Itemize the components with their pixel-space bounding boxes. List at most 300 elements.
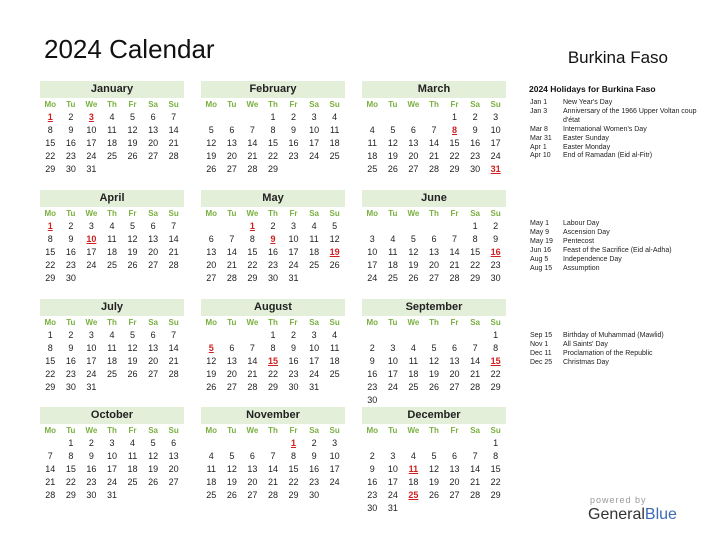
weekday-label: Tu <box>388 318 398 327</box>
day-cell: 16 <box>65 356 76 366</box>
day-cell: 22 <box>490 477 501 487</box>
holiday-name: Birthday of Muhammad (Mawlid) <box>563 332 664 339</box>
weekday-label: Th <box>107 209 117 218</box>
day-cell: 1 <box>68 438 74 448</box>
day-cell <box>222 111 243 124</box>
day-cell: 17 <box>387 369 398 379</box>
day-cell: 29 <box>449 164 460 174</box>
day-cell: 3 <box>493 112 499 122</box>
day-cell: 27 <box>226 382 237 392</box>
day-cell: 30 <box>470 164 481 174</box>
day-cell: 16 <box>288 138 299 148</box>
month-name: February <box>201 81 345 98</box>
week-row <box>362 272 506 285</box>
day-cell: 9 <box>291 125 297 135</box>
day-cell: 5 <box>130 112 136 122</box>
day-cell: 24 <box>387 382 398 392</box>
day-cell <box>444 394 465 407</box>
holiday-date: Apr 10 <box>530 152 551 160</box>
day-cell: 4 <box>109 221 115 231</box>
day-cell: 7 <box>452 234 458 244</box>
day-cell: 30 <box>65 164 76 174</box>
month-name: July <box>40 299 184 316</box>
day-cell: 8 <box>68 451 74 461</box>
weekday-label: Su <box>490 426 501 435</box>
day-cell: 31 <box>86 382 97 392</box>
day-cell: 27 <box>247 490 258 500</box>
holiday-day-cell: 8 <box>452 125 458 135</box>
day-cell: 30 <box>367 503 378 513</box>
holiday-name: Pentecost <box>563 237 595 245</box>
day-cell: 10 <box>329 451 340 461</box>
weekday-label: Sa <box>148 209 158 218</box>
week-row <box>362 259 506 272</box>
day-cell: 8 <box>493 451 499 461</box>
weekday-label: We <box>407 209 420 218</box>
day-cell: 8 <box>270 125 276 135</box>
day-cell <box>143 381 164 394</box>
holiday-name: Labour Day <box>563 220 600 227</box>
month-name: May <box>201 190 345 207</box>
month-january <box>40 81 184 176</box>
day-cell: 26 <box>329 260 340 270</box>
day-cell <box>362 220 383 233</box>
day-cell: 26 <box>127 151 138 161</box>
week-row <box>362 163 506 176</box>
day-cell: 29 <box>45 164 56 174</box>
day-cell: 19 <box>428 369 439 379</box>
day-cell: 3 <box>390 343 396 353</box>
day-cell: 21 <box>470 369 481 379</box>
day-cell: 13 <box>148 234 159 244</box>
day-cell: 7 <box>229 234 235 244</box>
weekday-label: We <box>85 209 98 218</box>
day-cell: 25 <box>106 151 117 161</box>
day-cell: 7 <box>171 221 177 231</box>
day-cell: 11 <box>388 247 398 257</box>
day-cell: 23 <box>288 369 299 379</box>
day-cell: 17 <box>309 356 320 366</box>
day-cell: 16 <box>367 477 378 487</box>
day-cell: 6 <box>150 330 156 340</box>
day-cell: 19 <box>226 477 237 487</box>
weekday-header <box>201 207 345 220</box>
week-row <box>40 437 184 450</box>
day-cell: 6 <box>410 125 416 135</box>
day-cell: 12 <box>127 125 138 135</box>
month-may <box>201 190 345 285</box>
week-row <box>362 137 506 150</box>
week-row <box>362 150 506 163</box>
day-cell: 11 <box>107 343 117 353</box>
day-cell: 18 <box>329 356 340 366</box>
day-cell: 27 <box>449 490 460 500</box>
day-cell: 23 <box>267 260 278 270</box>
day-cell: 23 <box>65 151 76 161</box>
holiday-item <box>530 332 705 341</box>
day-cell: 3 <box>109 438 115 448</box>
weekday-label: Fr <box>289 318 298 327</box>
day-cell: 24 <box>288 260 299 270</box>
holiday-item <box>530 359 705 368</box>
day-cell: 28 <box>247 164 258 174</box>
day-cell <box>122 163 143 176</box>
day-cell: 14 <box>226 247 237 257</box>
weekday-label: Tu <box>66 100 76 109</box>
day-cell: 16 <box>470 138 481 148</box>
day-cell <box>324 489 345 502</box>
day-cell <box>122 489 143 502</box>
day-cell <box>444 220 465 233</box>
holiday-day-cell: 11 <box>408 464 419 474</box>
weekday-header <box>362 316 506 329</box>
day-cell: 6 <box>171 438 177 448</box>
day-cell: 11 <box>107 125 117 135</box>
weekday-label: Sa <box>309 426 319 435</box>
day-cell: 22 <box>288 477 299 487</box>
weekday-label: Mo <box>205 318 218 327</box>
day-cell: 31 <box>86 164 97 174</box>
day-cell: 28 <box>470 382 481 392</box>
day-cell: 20 <box>148 138 159 148</box>
day-cell <box>403 329 424 342</box>
month-name: September <box>362 299 506 316</box>
day-cell <box>424 394 445 407</box>
weekday-header <box>40 424 184 437</box>
day-cell: 9 <box>291 343 297 353</box>
day-cell <box>102 381 123 394</box>
day-cell: 5 <box>332 221 338 231</box>
week-row <box>362 355 506 368</box>
day-cell: 9 <box>88 451 94 461</box>
week-row <box>362 342 506 355</box>
day-cell: 23 <box>86 477 97 487</box>
day-cell <box>201 111 222 124</box>
day-cell: 10 <box>309 125 320 135</box>
week-row <box>201 137 345 150</box>
holiday-name: New Year's Day <box>563 99 613 106</box>
day-cell: 2 <box>68 221 74 231</box>
week-row <box>40 355 184 368</box>
day-cell: 21 <box>247 151 258 161</box>
day-cell: 23 <box>470 151 481 161</box>
day-cell: 13 <box>226 356 237 366</box>
day-cell: 2 <box>68 112 74 122</box>
weekday-label: Su <box>329 209 340 218</box>
week-row <box>40 463 184 476</box>
weekday-label: Tu <box>388 100 398 109</box>
day-cell: 4 <box>410 451 416 461</box>
day-cell: 17 <box>309 138 320 148</box>
day-cell: 2 <box>270 221 276 231</box>
day-cell: 20 <box>168 464 179 474</box>
day-cell <box>362 329 383 342</box>
weekday-label: Sa <box>470 426 480 435</box>
day-cell: 7 <box>249 125 255 135</box>
day-cell: 3 <box>311 112 317 122</box>
day-cell: 13 <box>168 451 179 461</box>
week-row <box>201 342 345 355</box>
day-cell: 15 <box>45 356 56 366</box>
week-row <box>201 329 345 342</box>
day-cell: 2 <box>291 112 297 122</box>
day-cell: 29 <box>45 273 56 283</box>
month-name: November <box>201 407 345 424</box>
month-april <box>40 190 184 285</box>
weekday-label: Th <box>107 100 117 109</box>
day-cell: 20 <box>148 247 159 257</box>
day-cell: 11 <box>206 464 216 474</box>
weekday-label: Mo <box>205 426 218 435</box>
holiday-day-cell: 9 <box>270 234 276 244</box>
day-cell <box>403 502 424 515</box>
day-cell: 18 <box>106 356 117 366</box>
day-cell: 8 <box>47 234 53 244</box>
day-cell: 17 <box>387 477 398 487</box>
day-cell: 9 <box>68 343 74 353</box>
weekday-label: Su <box>329 426 340 435</box>
day-cell <box>222 437 243 450</box>
day-cell: 17 <box>86 247 97 257</box>
day-cell: 6 <box>150 221 156 231</box>
day-cell: 19 <box>127 356 138 366</box>
day-cell: 15 <box>45 138 56 148</box>
day-cell: 22 <box>65 477 76 487</box>
day-cell: 18 <box>106 138 117 148</box>
day-cell: 28 <box>267 490 278 500</box>
day-cell: 12 <box>226 464 237 474</box>
holiday-name: End of Ramadan (Eid al-Fitr) <box>563 152 653 160</box>
day-cell: 11 <box>309 234 319 244</box>
holiday-day-cell: 1 <box>249 221 255 231</box>
day-cell: 30 <box>309 490 320 500</box>
holiday-item <box>530 220 705 229</box>
day-cell <box>304 163 325 176</box>
day-cell: 20 <box>206 260 217 270</box>
weekday-label: Mo <box>366 426 379 435</box>
day-cell: 16 <box>367 369 378 379</box>
day-cell: 30 <box>86 490 97 500</box>
day-cell: 5 <box>130 221 136 231</box>
week-row <box>40 368 184 381</box>
day-cell: 12 <box>127 343 138 353</box>
holiday-day-cell: 5 <box>208 343 214 353</box>
weekday-label: Sa <box>148 426 158 435</box>
day-cell: 21 <box>428 151 439 161</box>
day-cell <box>465 329 486 342</box>
day-cell: 26 <box>226 490 237 500</box>
weekday-header <box>201 424 345 437</box>
day-cell: 25 <box>106 369 117 379</box>
week-row <box>362 437 506 450</box>
day-cell: 12 <box>206 138 217 148</box>
day-cell: 10 <box>387 464 398 474</box>
weekday-label: Mo <box>44 318 57 327</box>
weekday-label: We <box>246 318 259 327</box>
weekday-label: Fr <box>128 318 137 327</box>
week-row <box>201 381 345 394</box>
week-row <box>201 272 345 285</box>
day-cell: 22 <box>267 151 278 161</box>
day-cell: 30 <box>288 382 299 392</box>
weekday-label: We <box>85 426 98 435</box>
day-cell: 28 <box>45 490 56 500</box>
holiday-name: Proclamation of the Republic <box>563 349 653 357</box>
day-cell: 27 <box>148 369 159 379</box>
weekday-header <box>40 98 184 111</box>
day-cell: 18 <box>387 260 398 270</box>
weekday-label: Mo <box>44 426 57 435</box>
day-cell: 11 <box>127 451 138 461</box>
day-cell: 19 <box>428 477 439 487</box>
day-cell: 25 <box>106 260 117 270</box>
day-cell: 5 <box>150 438 156 448</box>
day-cell <box>40 437 61 450</box>
week-row <box>40 329 184 342</box>
weekday-label: Th <box>268 426 278 435</box>
day-cell: 23 <box>367 490 378 500</box>
day-cell: 8 <box>291 451 297 461</box>
holiday-day-cell: 3 <box>88 112 94 122</box>
day-cell: 11 <box>107 234 117 244</box>
day-cell: 12 <box>408 247 419 257</box>
day-cell: 7 <box>472 451 478 461</box>
day-cell: 23 <box>65 369 76 379</box>
day-cell: 6 <box>229 125 235 135</box>
day-cell: 1 <box>270 330 276 340</box>
week-row <box>40 259 184 272</box>
day-cell: 27 <box>168 477 179 487</box>
holiday-item <box>530 108 705 126</box>
holiday-item <box>530 126 705 135</box>
day-cell: 28 <box>428 164 439 174</box>
weekday-label: Th <box>429 426 439 435</box>
day-cell: 25 <box>329 151 340 161</box>
day-cell: 12 <box>206 356 217 366</box>
day-cell: 10 <box>288 234 299 244</box>
weekday-label: Su <box>490 318 501 327</box>
day-cell <box>465 502 486 515</box>
day-cell: 16 <box>288 356 299 366</box>
day-cell: 4 <box>208 451 214 461</box>
day-cell: 4 <box>311 221 317 231</box>
day-cell: 21 <box>168 247 179 257</box>
month-july <box>40 299 184 394</box>
holidays-title: 2024 Holidays for Burkina Faso <box>529 84 656 94</box>
day-cell <box>122 381 143 394</box>
day-cell: 19 <box>206 369 217 379</box>
week-row <box>40 150 184 163</box>
day-cell: 1 <box>493 330 499 340</box>
day-cell: 26 <box>387 164 398 174</box>
day-cell: 23 <box>65 260 76 270</box>
day-cell: 25 <box>367 164 378 174</box>
week-row <box>362 489 506 502</box>
weekday-label: Su <box>329 318 340 327</box>
day-cell: 3 <box>390 451 396 461</box>
day-cell <box>143 489 164 502</box>
weekday-header <box>362 98 506 111</box>
week-row <box>201 220 345 233</box>
week-row <box>40 489 184 502</box>
day-cell: 28 <box>247 382 258 392</box>
holiday-group <box>530 332 705 368</box>
month-october <box>40 407 184 502</box>
day-cell: 9 <box>68 234 74 244</box>
weekday-label: Su <box>168 209 179 218</box>
weekday-label: We <box>246 209 259 218</box>
day-cell: 6 <box>431 234 437 244</box>
week-row <box>40 381 184 394</box>
day-cell: 1 <box>47 330 53 340</box>
day-cell: 26 <box>408 273 419 283</box>
day-cell: 24 <box>387 490 398 500</box>
day-cell <box>122 272 143 285</box>
day-cell: 20 <box>408 151 419 161</box>
day-cell <box>362 111 383 124</box>
day-cell: 9 <box>472 125 478 135</box>
holiday-date: Aug 5 <box>530 255 549 263</box>
weekday-label: Th <box>107 318 117 327</box>
day-cell: 26 <box>148 477 159 487</box>
holiday-date: Mar 8 <box>530 125 548 133</box>
day-cell: 4 <box>332 112 338 122</box>
day-cell: 17 <box>86 138 97 148</box>
day-cell: 4 <box>390 234 396 244</box>
day-cell: 17 <box>106 464 117 474</box>
weekday-label: Th <box>429 100 439 109</box>
holiday-item <box>530 152 705 161</box>
day-cell: 9 <box>68 125 74 135</box>
day-cell: 24 <box>367 273 378 283</box>
day-cell: 12 <box>428 464 439 474</box>
day-cell: 21 <box>45 477 56 487</box>
day-cell: 5 <box>431 451 437 461</box>
day-cell <box>304 272 325 285</box>
day-cell: 15 <box>65 464 76 474</box>
day-cell: 20 <box>449 369 460 379</box>
day-cell <box>324 163 345 176</box>
day-cell: 9 <box>369 356 375 366</box>
day-cell: 22 <box>267 369 278 379</box>
day-cell: 24 <box>309 151 320 161</box>
day-cell: 18 <box>127 464 138 474</box>
holiday-day-cell: 31 <box>490 164 501 174</box>
holiday-date: Mar 31 <box>530 134 552 142</box>
day-cell: 4 <box>109 112 115 122</box>
day-cell: 22 <box>449 151 460 161</box>
day-cell: 24 <box>106 477 117 487</box>
day-cell: 14 <box>449 247 460 257</box>
holiday-name: Feast of the Sacrifice (Eid al-Adha) <box>563 246 672 254</box>
day-cell: 3 <box>311 330 317 340</box>
day-cell: 27 <box>226 164 237 174</box>
weekday-header <box>362 424 506 437</box>
generalblue-logo[interactable] <box>588 506 677 524</box>
weekday-header <box>201 316 345 329</box>
day-cell: 12 <box>329 234 340 244</box>
day-cell: 12 <box>387 138 398 148</box>
week-row <box>201 111 345 124</box>
week-row <box>362 220 506 233</box>
weekday-label: Th <box>429 318 439 327</box>
day-cell: 10 <box>387 356 398 366</box>
brand-blue: Blue <box>644 506 677 523</box>
holiday-item <box>530 229 705 238</box>
day-cell: 25 <box>408 382 419 392</box>
day-cell: 17 <box>86 356 97 366</box>
day-cell: 2 <box>88 438 94 448</box>
